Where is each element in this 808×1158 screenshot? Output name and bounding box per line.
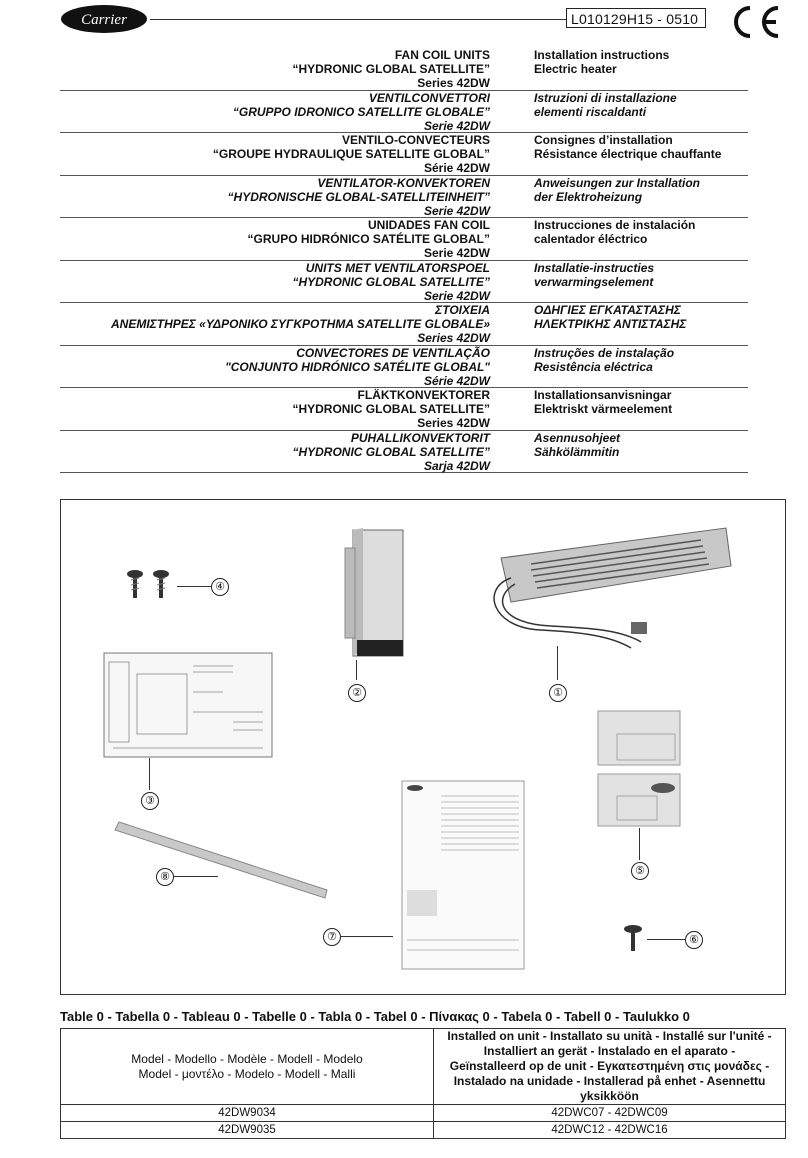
callout-6: ⑥ — [685, 931, 703, 949]
document-subject — [492, 261, 654, 303]
units-cell: 42DWC07 - 42DWC09 — [434, 1105, 786, 1122]
product-title-line: Sarja 42DW — [423, 458, 490, 473]
leader-8 — [174, 876, 218, 877]
table-row — [61, 1105, 786, 1122]
document-subject — [492, 133, 721, 175]
product-title-line: Serie 42DW — [423, 203, 490, 218]
document-subject-line: Elektriskt värmeelement — [534, 402, 673, 416]
translation-row — [60, 218, 748, 261]
model-column-header — [61, 1029, 434, 1105]
product-title — [60, 261, 492, 303]
product-title — [60, 346, 492, 388]
document-subject-line: Installationsanvisningar — [534, 388, 672, 402]
wiring-diagram-image — [103, 652, 273, 758]
product-title-line: Series 42DW — [417, 416, 490, 430]
units-cell: 42DWC12 - 42DWC16 — [434, 1122, 786, 1139]
header-units-line-4: Instalado na unidade - Installerad på enhet - Asennettu — [453, 1074, 766, 1088]
document-subject-line: Instrucciones de instalación — [534, 218, 696, 232]
product-title-line: FAN COIL UNITS — [394, 48, 490, 62]
instruction-booklet-image — [401, 780, 525, 970]
translation-row — [60, 431, 748, 474]
table-row — [61, 1122, 786, 1139]
callout-4: ④ — [211, 578, 229, 596]
leader-1 — [557, 646, 558, 680]
header-models-line-1: Model - Modello - Modèle - Modell - Modelo — [131, 1051, 363, 1066]
product-title-line: “GRUPO HIDRÓNICO SATÉLITE GLOBAL” — [247, 232, 490, 246]
callout-2: ② — [348, 684, 366, 702]
product-title-line: “GROUPE HYDRAULIQUE SATELLITE GLOBAL” — [212, 147, 490, 161]
product-title-line: FLÄKTKONVEKTORER — [357, 388, 490, 402]
rating-labels-image — [597, 710, 681, 828]
product-title — [60, 303, 492, 345]
heater-cover-image — [343, 528, 407, 660]
product-title — [60, 48, 492, 90]
kit-contents-figure — [60, 499, 786, 995]
leader-3 — [149, 758, 150, 790]
product-title-line: ΣΤΟΙΧΕΙΑ — [435, 303, 490, 317]
translation-row — [60, 303, 748, 346]
document-subject-line: elementi riscaldanti — [534, 104, 647, 119]
document-subject — [492, 176, 700, 218]
product-title — [60, 176, 492, 218]
product-title-line: UNIDADES FAN COIL — [367, 218, 490, 232]
document-subject-line: ΗΛΕΚΤΡΙΚΗΣ ΑΝΤΙΣΤΑΣΗΣ — [534, 317, 687, 331]
header-units-line-3: Geïnstalleerd op de unit - Εγκατεστημένη στις μονάδες - — [449, 1059, 770, 1073]
document-subject-line: Consignes d’installation — [534, 133, 673, 147]
document-subject-line: ΟΔΗΓΙΕΣ ΕΓΚΑΤΑΣΤΑΣΗΣ — [534, 303, 681, 317]
brand-name: Carrier — [81, 12, 127, 28]
document-subject-line: Résistance électrique chauffante — [534, 147, 722, 161]
header-units-line-1: Installed on unit - Installato su unità - Installé sur l'unité - — [447, 1029, 772, 1043]
header-models-line-2: Model - μοντέλο - Modelo - Modell - Malli — [138, 1066, 356, 1081]
screw-image — [621, 924, 645, 954]
document-subject — [492, 48, 669, 90]
document-subject — [492, 346, 674, 388]
translation-row — [60, 48, 748, 91]
title-translations — [60, 48, 748, 473]
leader-2 — [356, 660, 357, 680]
header-units-line-5: yksikköön — [580, 1089, 639, 1103]
units-column-header — [434, 1029, 786, 1105]
callout-8: ⑧ — [156, 868, 174, 886]
product-title — [60, 431, 492, 473]
model-cell: 42DW9034 — [61, 1105, 434, 1122]
document-subject — [492, 431, 620, 473]
product-title-line: ΑΝΕΜΙΣΤΗΡΕΣ «ΥΔΡΟΝΙΚΟ ΣΥΓΚΡΟΤΗΜΑ SATELLITE GLOBALE» — [111, 317, 490, 331]
translation-row — [60, 133, 748, 176]
header-rule — [150, 19, 567, 20]
product-title-line: “HYDRONISCHE GLOBAL-SATELLITEINHEIT” — [227, 189, 490, 204]
product-title-line: “HYDRONIC GLOBAL SATELLITE” — [292, 274, 490, 289]
model-table — [60, 1028, 786, 1139]
document-subject — [492, 91, 677, 133]
document-reference: L010129H15 - 0510 — [566, 8, 706, 28]
product-title-line: PUHALLIKONVEKTORIT — [350, 430, 490, 445]
ce-mark-icon — [726, 2, 786, 42]
document-subject-line: calentador éléctrico — [534, 232, 648, 246]
carrier-logo — [60, 4, 148, 34]
document-subject-line: Anweisungen zur Installation — [534, 175, 701, 190]
mounting-rail-image — [113, 818, 333, 900]
leader-4 — [177, 586, 211, 587]
product-title-line: Series 42DW — [417, 76, 490, 90]
document-subject-line: Installation instructions — [534, 48, 670, 62]
product-title-line: UNITS MET VENTILATORSPOEL — [305, 260, 490, 275]
product-title — [60, 388, 492, 430]
leader-6 — [647, 939, 685, 940]
callout-7: ⑦ — [323, 928, 341, 946]
document-subject-line: der Elektroheizung — [534, 189, 643, 204]
product-title-line: “HYDRONIC GLOBAL SATELLITE” — [292, 444, 490, 459]
document-subject-line: Installatie-instructies — [534, 260, 655, 275]
product-title — [60, 91, 492, 133]
translation-row — [60, 388, 748, 431]
product-title-line: CONVECTORES DE VENTILAÇÃO — [296, 345, 490, 360]
document-subject — [492, 303, 686, 345]
product-title — [60, 218, 492, 260]
translation-row — [60, 261, 748, 304]
document-subject-line: verwarmingselement — [534, 274, 654, 289]
callout-1: ① — [549, 684, 567, 702]
screws-image — [121, 568, 181, 602]
document-subject-line: Electric heater — [534, 62, 617, 76]
product-title-line: Serie 42DW — [423, 246, 490, 260]
product-title-line: Series 42DW — [417, 331, 490, 345]
product-title-line: Série 42DW — [423, 373, 490, 388]
product-title-line: “HYDRONIC GLOBAL SATELLITE” — [292, 62, 490, 76]
product-title-line: Série 42DW — [423, 161, 490, 175]
document-subject — [492, 388, 672, 430]
leader-5 — [639, 828, 640, 860]
callout-3: ③ — [141, 792, 159, 810]
model-cell: 42DW9035 — [61, 1122, 434, 1139]
translation-row — [60, 176, 748, 219]
document-subject-line: Resistência eléctrica — [534, 359, 653, 374]
electric-heater-image — [481, 518, 733, 658]
product-title-line: VENTILO-CONVECTEURS — [341, 133, 490, 147]
product-title-line: “HYDRONIC GLOBAL SATELLITE” — [292, 402, 490, 416]
callout-5: ⑤ — [631, 862, 649, 880]
translation-row — [60, 346, 748, 389]
header-units-line-2: Installiert an gerät - Instalado en el aparato - — [483, 1044, 736, 1058]
table-title: Table 0 - Tabella 0 - Tableau 0 - Tabelle 0 - Tabla 0 - Tabel 0 - Πίνακας 0 - Tabela 0 - Tabell 0 - Taulukko 0 — [60, 1009, 690, 1024]
product-title-line: VENTILCONVETTORI — [368, 90, 490, 105]
translation-row — [60, 91, 748, 134]
product-title-line: Serie 42DW — [423, 288, 490, 303]
product-title-line: VENTILATOR-KONVEKTOREN — [317, 175, 490, 190]
document-subject-line: Instruções de instalação — [534, 345, 675, 360]
document-subject-line: Istruzioni di installazione — [534, 90, 677, 105]
document-subject — [492, 218, 695, 260]
leader-7 — [341, 936, 393, 937]
document-subject-line: Sähkölämmitin — [534, 444, 620, 459]
product-title-line: "CONJUNTO HIDRÓNICO SATÉLITE GLOBAL" — [225, 359, 490, 374]
product-title-line: Serie 42DW — [423, 118, 490, 133]
product-title-line: “GRUPPO IDRONICO SATELLITE GLOBALE” — [232, 104, 490, 119]
document-subject-line: Asennusohjeet — [534, 430, 621, 445]
product-title — [60, 133, 492, 175]
